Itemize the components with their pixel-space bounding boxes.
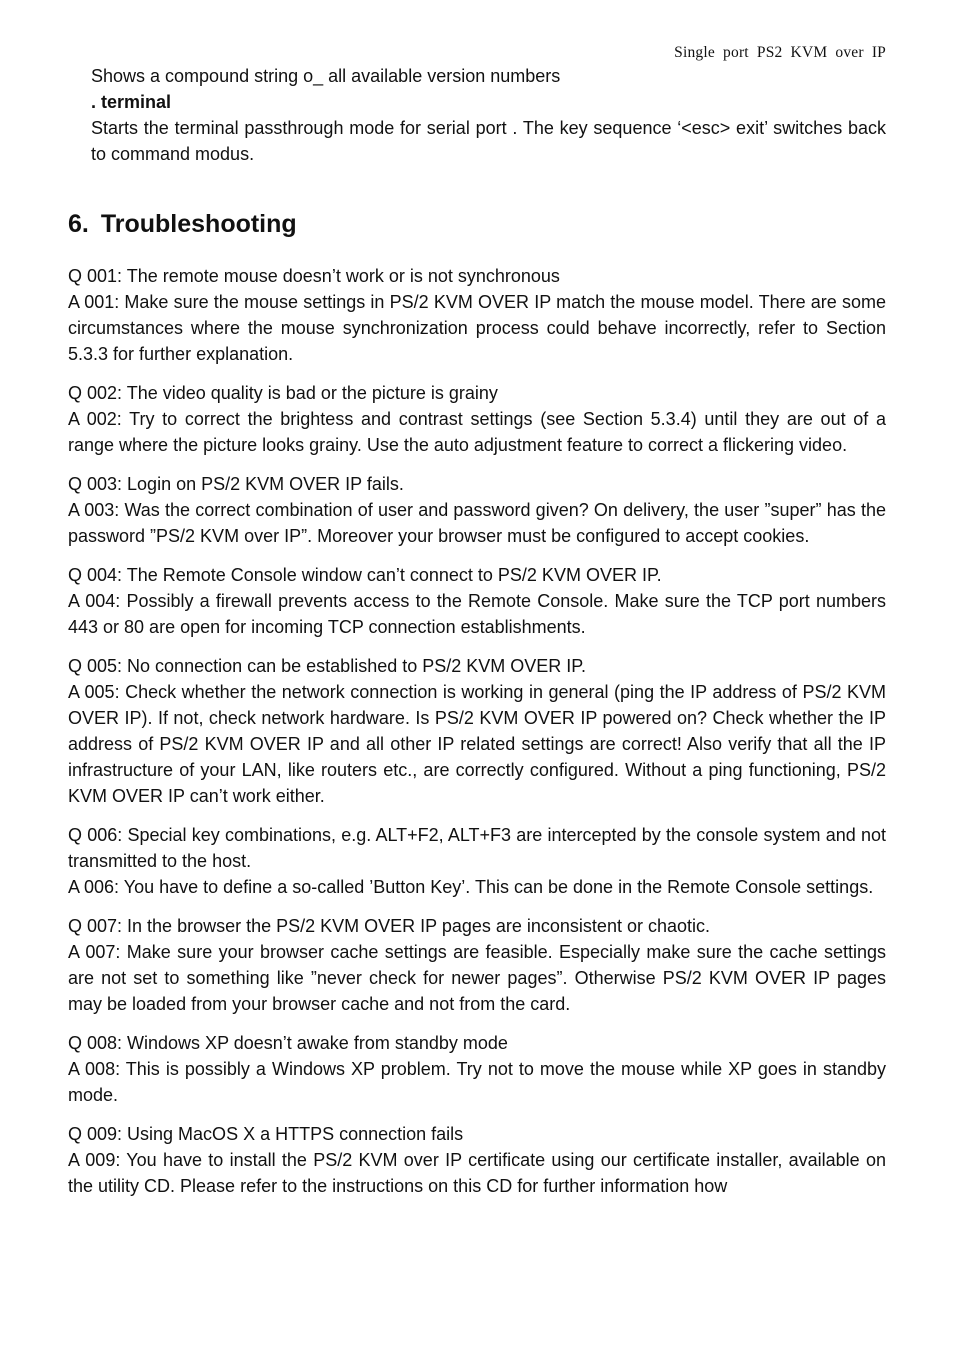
faq-answer: A 002: Try to correct the brightess and contrast settings (see Section 5.3.4) until they are out of a range where the picture looks grainy. Use the auto adjustment feature to correct a flickering video. [68,409,886,455]
faq-item-001 [68,263,886,367]
faq-question: Q 009: Using MacOS X a HTTPS connection fails [68,1124,464,1144]
command-descriptions [68,63,886,167]
faq-item-002 [68,380,886,458]
faq-question: Q 004: The Remote Console window can’t connect to PS/2 KVM OVER IP. [68,565,662,585]
faq-item-006 [68,822,886,900]
faq-question: Q 006: Special key combinations, e.g. ALT+F2, ALT+F3 are intercepted by the console system and not transmitted to the host. [68,825,886,871]
version-description: Shows a compound string o_ all available version numbers [91,66,561,86]
faq-answer: A 004: Possibly a firewall prevents access to the Remote Console. Make sure the TCP port numbers 443 or 80 are open for incoming TCP connection establishments. [68,591,886,637]
faq-answer: A 005: Check whether the network connection is working in general (ping the IP address of PS/2 KVM OVER IP). If not, check network hardware. Is PS/2 KVM OVER IP powered on? Check whether the IP address of PS/2 KVM OVER IP and all other IP related settings are correct! Also verify that all the IP infrastructure of your LAN, like routers etc., are correctly configured. Without a ping functioning, PS/2 KVM OVER IP can’t work either. [68,682,886,806]
running-header: Single port PS2 KVM over IP [674,44,886,61]
faq-answer: A 006: You have to define a so-called ’Button Key’. This can be done in the Remote Console settings. [68,877,874,897]
faq-question: Q 003: Login on PS/2 KVM OVER IP fails. [68,474,404,494]
faq-question: Q 001: The remote mouse doesn’t work or is not synchronous [68,266,560,286]
faq-question: Q 007: In the browser the PS/2 KVM OVER IP pages are inconsistent or chaotic. [68,916,710,936]
faq-answer: A 009: You have to install the PS/2 KVM over IP certificate using our certificate installer, available on the utility CD. Please refer to the instructions on this CD for further information how [68,1150,886,1196]
faq-answer: A 001: Make sure the mouse settings in PS/2 KVM OVER IP match the mouse model. There are some circumstances where the mouse synchronization process could behave incorrectly, refer to Section 5.3.3 for further explanation. [68,292,886,364]
faq-item-005 [68,653,886,809]
faq-answer: A 008: This is possibly a Windows XP problem. Try not to move the mouse while XP goes in standby mode. [68,1059,886,1105]
terminal-command-heading: . terminal [91,92,172,112]
faq-answer: A 003: Was the correct combination of user and password given? On delivery, the user ”super” has the password ”PS/2 KVM over IP”. Moreover your browser must be configured to accept cookies. [68,500,886,546]
section-heading [68,207,886,241]
terminal-description: Starts the terminal passthrough mode for serial port . The key sequence ‘<esc> exit’ switches back to command modus. [91,118,886,164]
section-number: 6. [68,210,89,238]
page-content [68,63,886,1212]
section-title: Troubleshooting [100,210,297,238]
faq-question: Q 008: Windows XP doesn’t awake from standby mode [68,1033,508,1053]
faq-item-007 [68,913,886,1017]
faq-answer: A 007: Make sure your browser cache settings are feasible. Especially make sure the cache settings are not set to something like ”never check for newer pages”. Otherwise PS/2 KVM OVER IP pages may be loaded from your browser cache and not from the card. [68,942,886,1014]
faq-item-008 [68,1030,886,1108]
faq-item-009 [68,1121,886,1199]
faq-question: Q 002: The video quality is bad or the picture is grainy [68,383,498,403]
faq-item-003 [68,471,886,549]
faq-item-004 [68,562,886,640]
faq-question: Q 005: No connection can be established to PS/2 KVM OVER IP. [68,656,586,676]
